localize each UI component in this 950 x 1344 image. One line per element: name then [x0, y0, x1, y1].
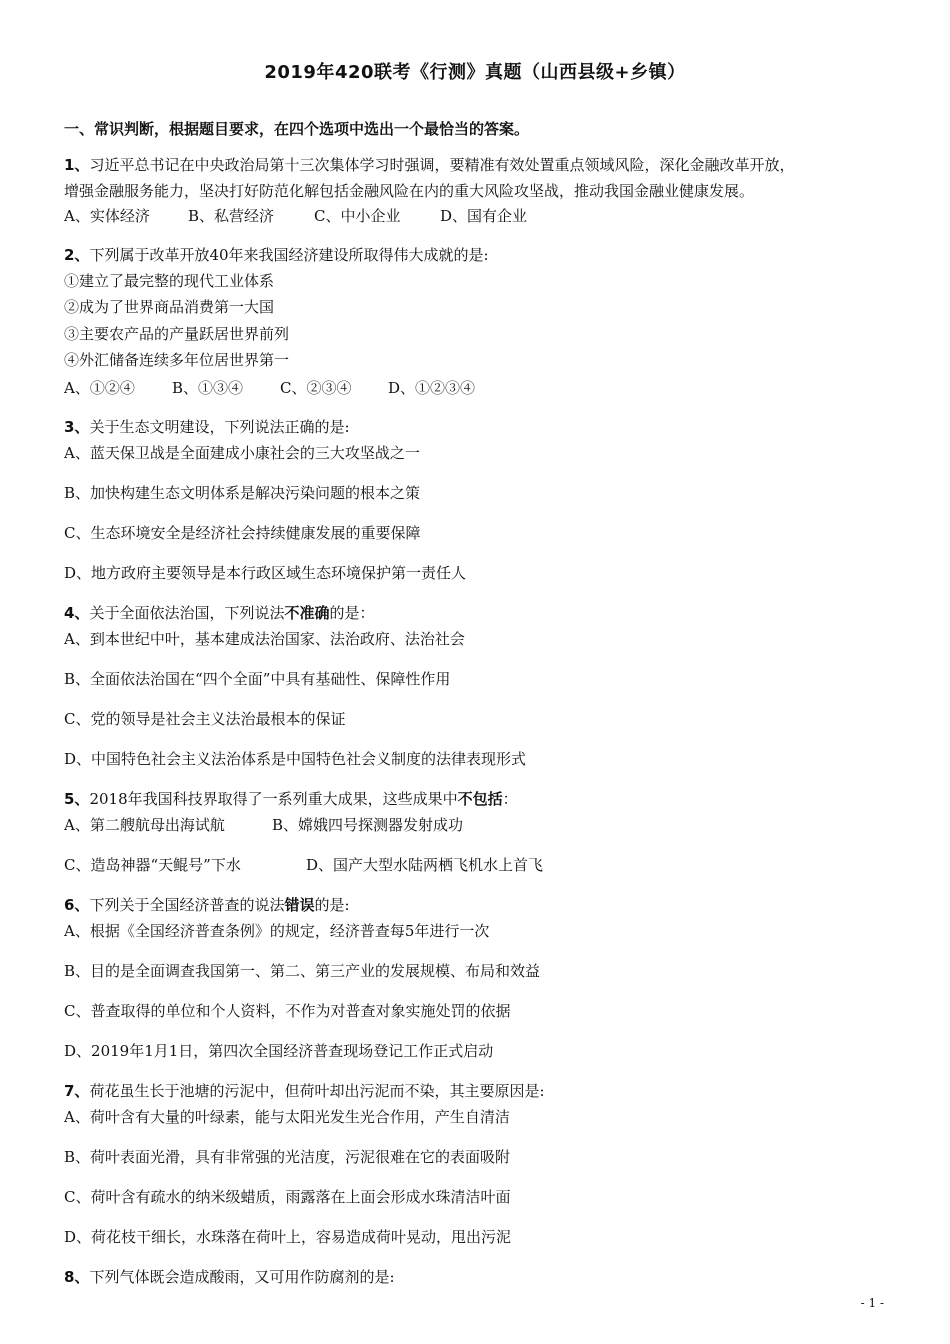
- option-b: B、①③④: [172, 379, 244, 397]
- question-text-end: 的是：: [329, 604, 375, 622]
- question-3-stem: [64, 418, 350, 436]
- emphasis-text: 不包括: [457, 790, 503, 808]
- page-number: - 1 -: [860, 1296, 884, 1310]
- option-a: A、根据《全国经济普查条例》的规定，经济普查每5年进行一次: [64, 922, 490, 940]
- option-b: B、加快构建生态文明体系是解决污染问题的根本之策: [64, 484, 421, 502]
- question-text: 关于全面依法治国，下列说法: [89, 604, 285, 622]
- question-text: 关于生态文明建设，下列说法正确的是:: [89, 418, 350, 436]
- question-number: 3、: [64, 418, 90, 436]
- statement-1: ①建立了最完整的现代工业体系: [64, 272, 275, 290]
- question-number: 8、: [64, 1268, 90, 1286]
- page-title: 2019年420联考《行测》真题（山西县级+乡镇）: [264, 62, 686, 83]
- question-text-end: 的是:: [314, 896, 350, 914]
- question-1-stem: [64, 156, 794, 174]
- option-d: D、中国特色社会主义法治体系是中国特色社会义制度的法律表现形式: [64, 750, 527, 768]
- question-5-stem: [64, 790, 518, 808]
- section-heading: 一、常识判断，根据题目要求，在四个选项中选出一个最恰当的答案。: [64, 120, 530, 138]
- question-text: 下列气体既会造成酸雨，又可用作防腐剂的是:: [89, 1268, 395, 1286]
- question-5-options-ab: [64, 816, 463, 834]
- question-text: 习近平总书记在中央政治局第十三次集体学习时强调，要精准有效处置重点领域风险，深化金融改革开放，: [89, 156, 795, 174]
- option-b: B、嫦娥四号探测器发射成功: [272, 816, 464, 834]
- question-number: 7、: [64, 1082, 90, 1100]
- question-text: 下列属于改革开放40年来我国经济建设所取得伟大成就的是:: [89, 246, 489, 264]
- option-c: C、②③④: [280, 379, 352, 397]
- option-b: B、荷叶表面光滑，具有非常强的光洁度，污泥很难在它的表面吸附: [64, 1148, 511, 1166]
- question-2-stem: [64, 246, 489, 264]
- option-c: C、生态环境安全是经济社会持续健康发展的重要保障: [64, 524, 421, 542]
- question-8-stem: [64, 1268, 395, 1286]
- option-a: A、第二艘航母出海试航: [64, 816, 225, 834]
- question-number: 1、: [64, 156, 90, 174]
- option-c: C、中小企业: [314, 207, 401, 225]
- question-number: 2、: [64, 246, 90, 264]
- question-4-stem: [64, 604, 374, 622]
- question-number: 6、: [64, 896, 90, 914]
- question-text: 2018年我国科技界取得了一系列重大成果，这些成果中: [89, 790, 458, 808]
- statement-4: ④外汇储备连续多年位居世界第一: [64, 351, 290, 369]
- statement-2: ②成为了世界商品消费第一大国: [64, 298, 275, 316]
- option-d: D、国有企业: [440, 207, 528, 225]
- option-a: A、到本世纪中叶，基本建成法治国家、法治政府、法治社会: [64, 630, 465, 648]
- question-text: 下列关于全国经济普查的说法: [89, 896, 285, 914]
- option-d: D、2019年1月1日，第四次全国经济普查现场登记工作正式启动: [64, 1042, 494, 1060]
- option-c: C、荷叶含有疏水的纳米级蜡质，雨露落在上面会形成水珠清洁叶面: [64, 1188, 511, 1206]
- question-6-stem: [64, 896, 350, 914]
- question-2-options: [64, 379, 475, 397]
- question-1-options: [64, 207, 527, 225]
- option-d: D、国产大型水陆两栖飞机水上首飞: [306, 856, 544, 874]
- emphasis-text: 不准确: [284, 604, 330, 622]
- option-a: A、荷叶含有大量的叶绿素，能与太阳光发生光合作用，产生自清洁: [64, 1108, 510, 1126]
- option-d: D、荷花枝干细长，水珠落在荷叶上，容易造成荷叶晃动，甩出污泥: [64, 1228, 512, 1246]
- option-d: D、①②③④: [388, 379, 476, 397]
- question-1-stem-cont: 增强金融服务能力，坚决打好防范化解包括金融风险在内的重大风险攻坚战，推动我国金融业健康发展。: [64, 182, 755, 200]
- option-d: D、地方政府主要领导是本行政区域生态环境保护第一责任人: [64, 564, 467, 582]
- option-b: B、目的是全面调查我国第一、第二、第三产业的发展规模、布局和效益: [64, 962, 541, 980]
- question-text: 荷花虽生长于池塘的污泥中，但荷叶却出污泥而不染，其主要原因是:: [89, 1082, 545, 1100]
- option-a: A、实体经济: [64, 207, 150, 225]
- emphasis-text: 错误: [284, 896, 315, 914]
- question-number: 5、: [64, 790, 90, 808]
- option-c: C、普查取得的单位和个人资料，不作为对普查对象实施处罚的依据: [64, 1002, 511, 1020]
- option-b: B、私营经济: [188, 207, 275, 225]
- option-b: B、全面依法治国在“四个全面”中具有基础性、保障性作用: [64, 670, 451, 688]
- statement-3: ③主要农产品的产量跃居世界前列: [64, 325, 290, 343]
- question-5-options-cd: [64, 856, 543, 874]
- option-a: A、蓝天保卫战是全面建成小康社会的三大攻坚战之一: [64, 444, 420, 462]
- question-number: 4、: [64, 604, 90, 622]
- option-c: C、党的领导是社会主义法治最根本的保证: [64, 710, 346, 728]
- option-c: C、造岛神器“天鲲号”下水: [64, 856, 241, 874]
- option-a: A、①②④: [64, 379, 135, 397]
- question-7-stem: [64, 1082, 545, 1100]
- question-text-end: ：: [502, 790, 518, 808]
